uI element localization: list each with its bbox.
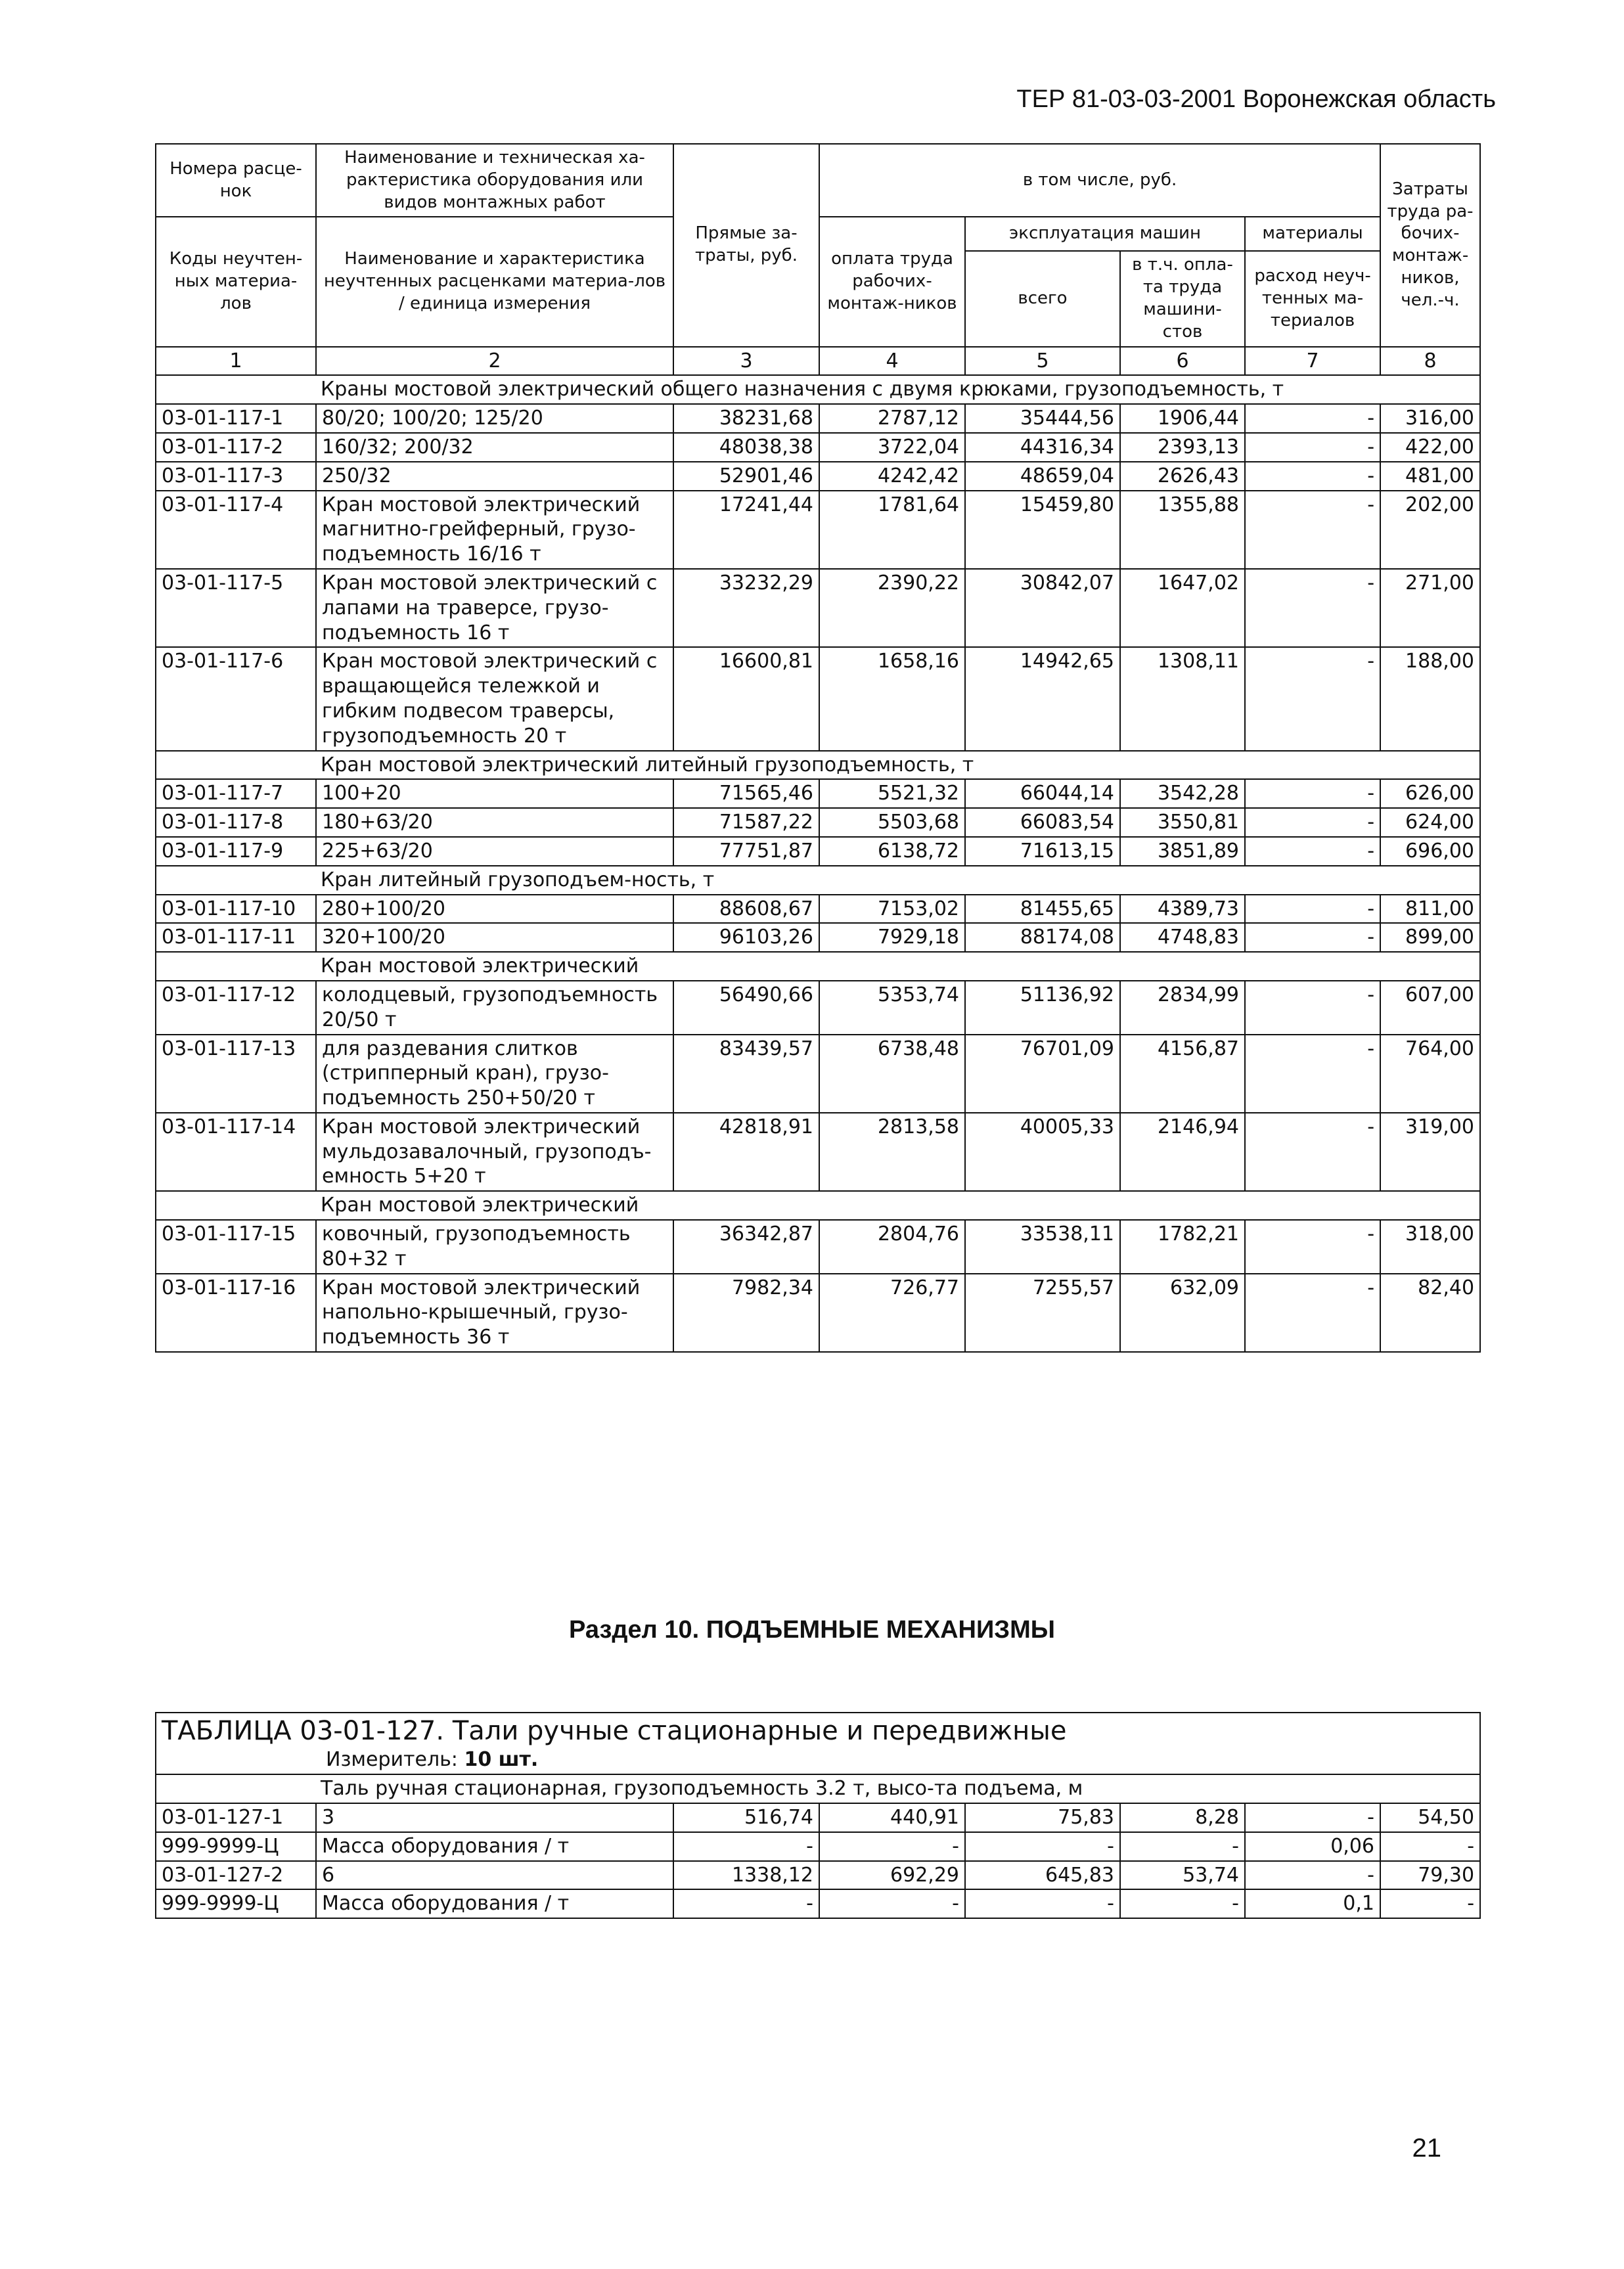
labor-hours: 481,00 [1380,462,1480,491]
rate-row [156,1861,1480,1890]
rate-row [156,491,1480,569]
labor-hours: 696,00 [1380,837,1480,866]
machine-total: 48659,04 [965,462,1120,491]
rate-code: 03-01-127-2 [156,1861,316,1890]
rate-code: 03-01-117-10 [156,895,316,924]
col2-bottom-header: Наименование и характеристика неучтенных расценками материа-лов / единица измерения [316,217,673,346]
worker-pay: 2390,22 [819,569,965,647]
worker-pay: 7153,02 [819,895,965,924]
material-consumption: - [1245,1035,1380,1113]
unit-value: 10 шт. [464,1748,539,1772]
section-title: Раздел 10. ПОДЪЕМНЫЕ МЕХАНИЗМЫ [569,1616,1055,1644]
labor-hours: 811,00 [1380,895,1480,924]
direct-cost: 83439,57 [673,1035,819,1113]
labor-hours: - [1380,1889,1480,1918]
direct-cost: 56490,66 [673,981,819,1035]
worker-pay: 4242,42 [819,462,965,491]
rate-code: 999-9999-Ц [156,1832,316,1861]
rate-row [156,981,1480,1035]
labor-hours: 607,00 [1380,981,1480,1035]
material-row [156,1832,1480,1861]
group-heading-row [156,952,1480,981]
machine-total: 14942,65 [965,647,1120,750]
rate-name: 160/32; 200/32 [316,433,673,462]
worker-pay: 1781,64 [819,491,965,569]
incl-header: в том числе, руб. [819,144,1380,217]
rate-row [156,1220,1480,1274]
rate-code: 03-01-117-6 [156,647,316,750]
group-title: Кран мостовой электрический [156,1191,1480,1220]
material-consumption: - [1245,491,1380,569]
direct-cost: 36342,87 [673,1220,819,1274]
table1-body [156,375,1480,1352]
rate-code: 03-01-117-16 [156,1274,316,1352]
labor-hours: 624,00 [1380,808,1480,837]
materials-header: материалы [1245,217,1380,251]
rate-code: 03-01-117-9 [156,837,316,866]
group-title: Кран мостовой электрический [156,952,1480,981]
rate-row [156,1035,1480,1113]
material-consumption: - [1245,837,1380,866]
machinist-pay: 8,28 [1120,1803,1245,1832]
machine-total: 76701,09 [965,1035,1120,1113]
material-consumption: - [1245,808,1380,837]
document-header: ТЕР 81-03-03-2001 Воронежская область [1016,85,1496,113]
machine-total: - [965,1889,1120,1918]
machine-total: 15459,80 [965,491,1120,569]
labor-hours: 764,00 [1380,1035,1480,1113]
worker-pay: 2804,76 [819,1220,965,1274]
material-consumption: - [1245,569,1380,647]
machine-total: 33538,11 [965,1220,1120,1274]
rate-code: 03-01-117-4 [156,491,316,569]
rate-name: для раздевания слитков (стрипперный кран), грузо-подъемность 250+50/20 т [316,1035,673,1113]
rate-name: 225+63/20 [316,837,673,866]
col1-bottom-header: Коды неучтен-ных материа-лов [156,217,316,346]
column-number: 2 [316,347,673,376]
worker-pay: - [819,1889,965,1918]
material-consumption: - [1245,981,1380,1035]
machinist-pay: 53,74 [1120,1861,1245,1890]
machinist-pay: 2834,99 [1120,981,1245,1035]
machine-total: 75,83 [965,1803,1120,1832]
worker-pay: 692,29 [819,1861,965,1890]
col2-top-header: Наименование и техническая ха-рактеристика оборудования или видов монтажных работ [316,144,673,217]
labor-hours: 271,00 [1380,569,1480,647]
worker-pay: 2813,58 [819,1113,965,1191]
col5-header: всего [965,251,1120,346]
rate-code: 03-01-117-7 [156,779,316,808]
direct-cost: 1338,12 [673,1861,819,1890]
column-number: 5 [965,347,1120,376]
labor-hours: 316,00 [1380,404,1480,433]
direct-cost: - [673,1832,819,1861]
rate-name: 320+100/20 [316,923,673,952]
material-consumption: - [1245,404,1380,433]
material-consumption: - [1245,1803,1380,1832]
worker-pay: 6738,48 [819,1035,965,1113]
rate-code: 03-01-117-5 [156,569,316,647]
col4-header: оплата труда рабочих-монтаж-ников [819,217,965,346]
unit-label: Измеритель: [326,1748,458,1772]
worker-pay: 5521,32 [819,779,965,808]
group-title: Кран литейный грузоподъем-ность, т [156,866,1480,895]
machinist-pay: 3542,28 [1120,779,1245,808]
labor-hours: 319,00 [1380,1113,1480,1191]
group-heading-row [156,1774,1480,1803]
machinist-pay: 2393,13 [1120,433,1245,462]
column-number: 7 [1245,347,1380,376]
machinist-pay: 1906,44 [1120,404,1245,433]
direct-cost: 516,74 [673,1803,819,1832]
machinist-pay: 4156,87 [1120,1035,1245,1113]
material-consumption: 0,1 [1245,1889,1380,1918]
machinist-pay: 1647,02 [1120,569,1245,647]
rate-code: 03-01-117-15 [156,1220,316,1274]
group-title: Кран мостовой электрический литейный грузоподъемность, т [156,751,1480,780]
column-number: 6 [1120,347,1245,376]
direct-cost: 38231,68 [673,404,819,433]
worker-pay: 5353,74 [819,981,965,1035]
rate-name: 6 [316,1861,673,1890]
material-row [156,1889,1480,1918]
rate-name: 80/20; 100/20; 125/20 [316,404,673,433]
rate-name: 250/32 [316,462,673,491]
column-number: 8 [1380,347,1480,376]
table-caption [156,1713,1480,1774]
direct-cost: 77751,87 [673,837,819,866]
labor-hours: 626,00 [1380,779,1480,808]
machinist-pay: 1782,21 [1120,1220,1245,1274]
machinist-pay: 1355,88 [1120,491,1245,569]
material-consumption: - [1245,462,1380,491]
rate-name: Кран мостовой электрический с лапами на траверсе, грузо-подъемность 16 т [316,569,673,647]
machinist-pay: 632,09 [1120,1274,1245,1352]
rate-name: 280+100/20 [316,895,673,924]
rate-row [156,1113,1480,1191]
direct-cost: 88608,67 [673,895,819,924]
col3-header: Прямые за-траты, руб. [673,144,819,347]
rate-row [156,569,1480,647]
worker-pay: 1658,16 [819,647,965,750]
machine-total: 81455,65 [965,895,1120,924]
rate-code: 03-01-127-1 [156,1803,316,1832]
direct-cost: 48038,38 [673,433,819,462]
rate-row [156,808,1480,837]
labor-hours: 202,00 [1380,491,1480,569]
worker-pay: 7929,18 [819,923,965,952]
rate-row [156,779,1480,808]
labor-hours: 82,40 [1380,1274,1480,1352]
worker-pay: 3722,04 [819,433,965,462]
rate-row [156,647,1480,750]
labor-hours: 899,00 [1380,923,1480,952]
rate-name: Масса оборудования / т [316,1889,673,1918]
rate-row [156,404,1480,433]
machinist-pay: 2146,94 [1120,1113,1245,1191]
rate-row [156,923,1480,952]
machinist-pay: 3550,81 [1120,808,1245,837]
rate-row [156,1803,1480,1832]
rate-name: Кран мостовой электрический напольно-крышечный, грузо-подъемность 36 т [316,1274,673,1352]
worker-pay: - [819,1832,965,1861]
page-number: 21 [1412,2134,1441,2163]
column-number: 4 [819,347,965,376]
labor-hours: 54,50 [1380,1803,1480,1832]
rate-code: 03-01-117-2 [156,433,316,462]
table2-body [156,1713,1480,1918]
machinist-pay: - [1120,1832,1245,1861]
rate-row [156,462,1480,491]
rate-row [156,895,1480,924]
machine-total: 44316,34 [965,433,1120,462]
column-number-row [156,347,1480,376]
material-consumption: - [1245,1274,1380,1352]
rate-row [156,837,1480,866]
unit-line [162,1747,1474,1772]
material-consumption: - [1245,923,1380,952]
rate-name: Масса оборудования / т [316,1832,673,1861]
group-title: Таль ручная стационарная, грузоподъемность 3.2 т, высо-та подъема, м [156,1774,1480,1803]
rate-name: колодцевый, грузоподъемность 20/50 т [316,981,673,1035]
machine-total: - [965,1832,1120,1861]
rate-name: Кран мостовой электрический мульдозавалочный, грузоподъ-емность 5+20 т [316,1113,673,1191]
rate-code: 03-01-117-8 [156,808,316,837]
machine-total: 35444,56 [965,404,1120,433]
labor-hours: - [1380,1832,1480,1861]
rate-name: ковочный, грузоподъемность 80+32 т [316,1220,673,1274]
labor-hours: 79,30 [1380,1861,1480,1890]
direct-cost: 71587,22 [673,808,819,837]
group-heading-row [156,751,1480,780]
material-consumption: - [1245,1113,1380,1191]
rate-name: Кран мостовой электрический с вращающейся тележкой и гибким подвесом траверсы, грузоподъемность 20 т [316,647,673,750]
worker-pay: 726,77 [819,1274,965,1352]
labor-hours: 318,00 [1380,1220,1480,1274]
direct-cost: 33232,29 [673,569,819,647]
machine-total: 88174,08 [965,923,1120,952]
machine-total: 7255,57 [965,1274,1120,1352]
rates-table-03-01-117 [155,143,1481,1353]
machine-total: 40005,33 [965,1113,1120,1191]
direct-cost: 7982,34 [673,1274,819,1352]
machinist-pay: - [1120,1889,1245,1918]
group-heading-row [156,375,1480,404]
rate-code: 03-01-117-12 [156,981,316,1035]
machine-total: 66083,54 [965,808,1120,837]
material-consumption: - [1245,895,1380,924]
worker-pay: 6138,72 [819,837,965,866]
rate-row [156,433,1480,462]
machinist-pay: 3851,89 [1120,837,1245,866]
table-title: ТАБЛИЦА 03-01-127. Тали ручные стационарные и передвижные [162,1716,1067,1746]
col8-header: Затраты труда ра-бочих-монтаж-ников, чел.-ч. [1380,144,1480,347]
group-title: Краны мостовой электрический общего назначения с двумя крюками, грузоподъемность, т [156,375,1480,404]
col1-top-header: Номера расце-нок [156,144,316,217]
machinist-pay: 4748,83 [1120,923,1245,952]
machinist-pay: 4389,73 [1120,895,1245,924]
rate-name: 3 [316,1803,673,1832]
col6-header: в т.ч. опла-та труда машини-стов [1120,251,1245,346]
rate-name: Кран мостовой электрический магнитно-грейферный, грузо-подъемность 16/16 т [316,491,673,569]
direct-cost: 17241,44 [673,491,819,569]
col7-header: расход неуч-тенных ма-териалов [1245,251,1380,346]
direct-cost: 71565,46 [673,779,819,808]
material-consumption: - [1245,779,1380,808]
rate-code: 03-01-117-13 [156,1035,316,1113]
material-consumption: 0,06 [1245,1832,1380,1861]
direct-cost: 96103,26 [673,923,819,952]
machine-total: 51136,92 [965,981,1120,1035]
labor-hours: 422,00 [1380,433,1480,462]
rate-name: 100+20 [316,779,673,808]
material-consumption: - [1245,647,1380,750]
group-heading-row [156,1191,1480,1220]
rates-table-03-01-127 [155,1712,1481,1919]
material-consumption: - [1245,433,1380,462]
rate-code: 03-01-117-14 [156,1113,316,1191]
direct-cost: - [673,1889,819,1918]
rate-code: 03-01-117-1 [156,404,316,433]
machines-header: эксплуатация машин [965,217,1245,251]
worker-pay: 440,91 [819,1803,965,1832]
group-heading-row [156,866,1480,895]
direct-cost: 16600,81 [673,647,819,750]
rate-code: 03-01-117-11 [156,923,316,952]
machine-total: 71613,15 [965,837,1120,866]
material-consumption: - [1245,1220,1380,1274]
worker-pay: 5503,68 [819,808,965,837]
column-number: 1 [156,347,316,376]
material-consumption: - [1245,1861,1380,1890]
rate-name: 180+63/20 [316,808,673,837]
machine-total: 30842,07 [965,569,1120,647]
labor-hours: 188,00 [1380,647,1480,750]
machine-total: 66044,14 [965,779,1120,808]
direct-cost: 42818,91 [673,1113,819,1191]
column-number: 3 [673,347,819,376]
machine-total: 645,83 [965,1861,1120,1890]
direct-cost: 52901,46 [673,462,819,491]
rate-code: 999-9999-Ц [156,1889,316,1918]
machinist-pay: 1308,11 [1120,647,1245,750]
worker-pay: 2787,12 [819,404,965,433]
rate-row [156,1274,1480,1352]
machinist-pay: 2626,43 [1120,462,1245,491]
rate-code: 03-01-117-3 [156,462,316,491]
